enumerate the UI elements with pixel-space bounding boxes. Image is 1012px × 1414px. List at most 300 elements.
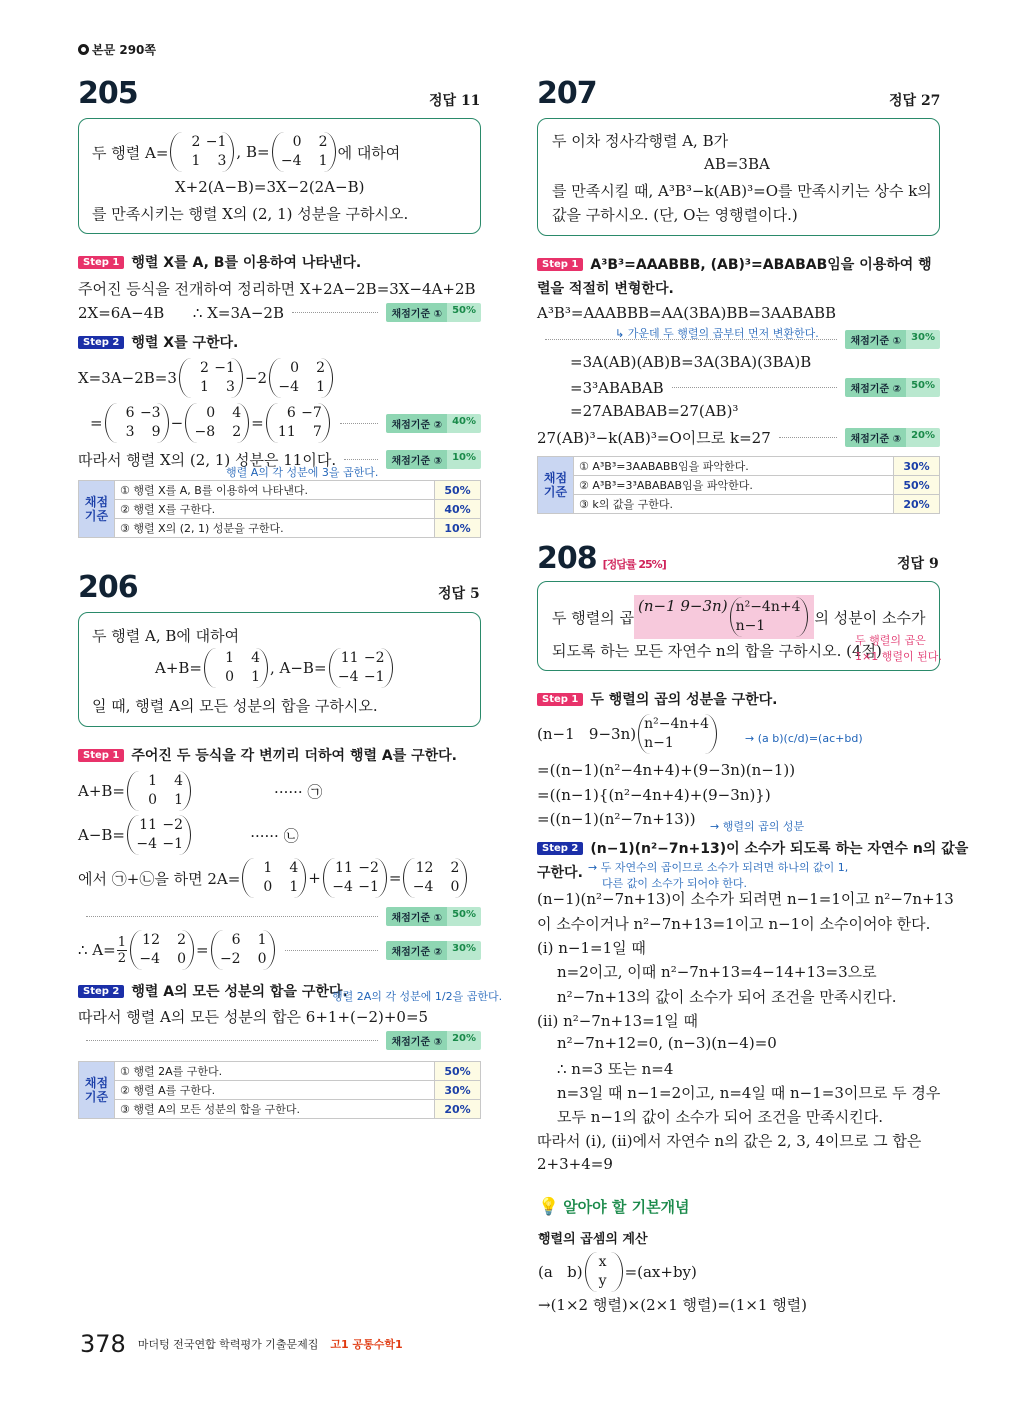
solution-line: n²−7n+13의 값이 소수가 되어 조건을 만족시킨다.: [557, 988, 897, 1006]
matrix-cell: 3: [125, 424, 135, 440]
criteria-table: [537, 456, 940, 514]
solution-line: [78, 358, 335, 398]
matrix-cell: −1: [363, 669, 385, 685]
concept-title: 알아야 할 기본개념: [563, 1198, 690, 1216]
matrix-cell: 1: [263, 860, 273, 876]
matrix-row: [278, 152, 330, 171]
matrix-cell: 0: [206, 405, 216, 421]
math-text: , A−B=: [270, 659, 327, 677]
question-line: [92, 132, 400, 172]
step-2: [78, 332, 238, 352]
math-text: AB=3BA: [704, 155, 770, 173]
matrix-cell: 0: [263, 879, 273, 895]
step-title: A³B³=AAABBB, (AB)³=ABABAB임을 이용하여 행: [590, 257, 932, 273]
question-line: [175, 178, 365, 196]
step-badge: Step 2: [78, 336, 124, 349]
matrix: [204, 648, 268, 688]
step-badge: Step 1: [537, 258, 583, 271]
question-line: 되도록 하는 모든 자연수 n의 합을 구하시오. (4점): [552, 642, 882, 660]
criteria-percent: 40%: [435, 500, 481, 519]
solution-line: (ii) n²−7n+13=1일 때: [537, 1012, 699, 1030]
math-text: 에 대하여: [337, 143, 401, 162]
matrix-cell: n²−4n+4: [644, 716, 710, 732]
math-text: 27(AB)³−k(AB)³=O이므로 k=27: [537, 429, 771, 447]
criteria-row: [79, 1062, 481, 1081]
math-text: 를 만족시키는 행렬 X의 (2, 1) 성분을 구하시오.: [92, 205, 409, 223]
step-title: 행렬 X를 구한다.: [131, 335, 239, 351]
question-line: [552, 130, 728, 151]
answer-value: 11: [460, 93, 481, 109]
math-text: =: [388, 869, 402, 887]
matrix: [127, 815, 191, 855]
annotation-text: 두 행렬의 곱은: [855, 634, 926, 647]
math-text: =: [90, 414, 103, 432]
matrix-cell: 2: [318, 134, 328, 150]
math-text: 값을 구하시오. (단, O는 영행렬이다.): [552, 206, 798, 224]
criteria-table: [78, 480, 481, 538]
math-text: 따라서 행렬 A의 모든 성분의 합은 6+1+(−2)+0=5: [78, 1008, 429, 1026]
annotation-text: 다른 값이 소수가 되어야 한다.: [602, 877, 747, 890]
dotted-leader: [672, 387, 838, 388]
scoring-criterion-tag: [845, 330, 940, 349]
matrix: [105, 403, 169, 443]
matrix-row: [111, 423, 163, 442]
solution-line: [537, 714, 719, 754]
matrix: [242, 858, 306, 898]
matrix-cell: x: [598, 1254, 607, 1270]
matrix-cell: −1: [214, 360, 235, 376]
solution-line: (n−1)(n²−7n+13)이 소수가 되려면 n−1=1이고 n²−7n+13: [537, 890, 954, 908]
matrix-cell: 0: [292, 134, 302, 150]
step-title: (n−1)(n²−7n+13)이 소수가 되도록 하는 자연수 n의 값을: [590, 841, 969, 857]
solution-line: [570, 378, 940, 397]
criteria-header: 채점 기준: [79, 481, 115, 538]
question-line: [92, 203, 408, 224]
criterion-percent: 30%: [447, 941, 481, 960]
question-line: [155, 648, 395, 688]
dotted-leader: [779, 437, 838, 438]
matrix: [403, 858, 467, 898]
question-line: [92, 625, 239, 646]
question-annotation: [855, 633, 942, 665]
question-text: 의 성분이 소수가: [814, 608, 926, 627]
annotation: → 행렬의 곱의 성분: [710, 820, 805, 833]
math-text: A−B=: [78, 826, 125, 844]
book-title: 마더텅 전국연합 학력평가 기출문제집: [137, 1338, 319, 1351]
solution-line: [78, 930, 481, 970]
concept-line: →(1×2 행렬)×(2×1 행렬)=(1×1 행렬): [538, 1296, 808, 1314]
step-1: [537, 254, 932, 274]
matrix: [185, 403, 249, 443]
math-text: =((n−1){(n²−4n+4)+(9−3n)}): [537, 786, 771, 804]
matrix-cell: 3: [225, 379, 235, 395]
matrix-row: [210, 649, 262, 668]
annotation-text: (a b)(c/d)=(ac+bd): [757, 732, 863, 745]
matrix-cell: 2: [177, 932, 186, 948]
matrix-cell: 1: [174, 792, 183, 808]
criterion-percent: 50%: [447, 907, 481, 926]
matrix: [179, 358, 243, 398]
matrix-row: [275, 359, 327, 378]
concept-heading: [538, 1196, 690, 1217]
step-title: 행렬 X를 A, B를 이용하여 나타낸다.: [131, 255, 362, 271]
criteria-text: ① 행렬 X를 A, B를 이용하여 나타낸다.: [115, 481, 435, 500]
matrix-row: [644, 734, 711, 753]
question-line: [704, 155, 770, 173]
matrix-row: [133, 816, 185, 835]
matrix-cell: 1: [225, 650, 234, 666]
highlighted-product: [634, 595, 814, 639]
matrix-cell: 1: [318, 153, 328, 169]
criteria-text: ① A³B³=3AABABB임을 파악한다.: [574, 457, 894, 476]
criterion-label: 채점기준 ③: [845, 428, 906, 447]
matrix-cell: 2: [316, 360, 325, 376]
criterion-percent: 50%: [906, 378, 940, 397]
matrix-row: [591, 1272, 617, 1291]
solution-line: (i) n−1=1일 때: [537, 939, 646, 957]
answer-label: 정답: [429, 93, 457, 109]
solution-line: 따라서 (i), (ii)에서 자연수 n의 값은 2, 3, 4이므로 그 합은: [537, 1132, 922, 1150]
matrix-row: [329, 878, 381, 897]
annotation-text: 행렬의 곱의 성분: [722, 820, 805, 833]
math-text: , B=: [236, 143, 270, 161]
step-2: [78, 981, 348, 1001]
criteria-row: [79, 1081, 481, 1100]
matrix-cell: 0: [177, 951, 186, 967]
matrix-cell: −3: [139, 405, 161, 421]
math-text: ······ ㉠: [193, 782, 323, 801]
answer-value: 9: [928, 556, 939, 572]
math-text: =((n−1)(n²−7n+13)): [537, 810, 696, 828]
scoring-criterion-tag: [386, 414, 481, 433]
matrix-row: [133, 791, 185, 810]
problem-number: 205: [78, 76, 138, 111]
solution-line: [78, 771, 322, 811]
matrix-row: [111, 404, 163, 423]
solution-line: [570, 402, 738, 420]
matrix-cell: 1: [289, 879, 299, 895]
matrix-row: [329, 859, 381, 878]
dotted-leader: [285, 950, 379, 951]
matrix-cell: 2: [232, 424, 242, 440]
problem-number: 207: [537, 76, 597, 111]
matrix-cell: −4: [280, 153, 302, 169]
math-text: 두 이차 정사각행렬 A, B가: [552, 132, 729, 150]
matrix-cell: 0: [148, 792, 157, 808]
math-text: =(ax+by): [624, 1263, 697, 1281]
criteria-percent: 30%: [435, 1081, 481, 1100]
dotted-leader: [340, 423, 379, 424]
column-matrix: [730, 597, 809, 637]
matrix-row: [217, 950, 269, 969]
matrix-cell: 12: [142, 932, 160, 948]
solution-line: [78, 1006, 428, 1027]
solution-line: n²−7n+12=0, (n−3)(n−4)=0: [557, 1034, 777, 1052]
criteria-header: 채점 기준: [79, 1062, 115, 1119]
matrix: [638, 714, 717, 754]
matrix-cell: −4: [136, 836, 157, 852]
solution-line: [537, 761, 795, 779]
math-text: 일 때, 행렬 A의 모든 성분의 합을 구하시오.: [92, 697, 378, 715]
matrix-cell: −1: [162, 836, 183, 852]
step-badge: Step 1: [537, 693, 583, 706]
math-text: =27ABABAB=27(AB)³: [570, 402, 739, 420]
matrix: [130, 930, 194, 970]
criteria-text: ② A³B³=3³ABABAB임을 파악한다.: [574, 476, 894, 495]
criterion-label: 채점기준 ②: [845, 378, 906, 397]
solution-line: [537, 786, 771, 804]
annotation: 행렬 2A의 각 성분에 1/2을 곱한다.: [332, 990, 503, 1003]
math-text: 를 만족시킬 때, A³B³−k(AB)³=O를 만족시키는 상수 k의: [552, 182, 932, 200]
matrix-cell: −7: [301, 405, 322, 421]
math-text: −: [170, 414, 184, 432]
criterion-label: 채점기준 ①: [386, 303, 447, 322]
criteria-text: ③ 행렬 A의 모든 성분의 합을 구한다.: [115, 1100, 435, 1119]
criteria-text: ② 행렬 X를 구한다.: [115, 500, 435, 519]
matrix-row: [272, 404, 324, 423]
question-text: 두 행렬의 곱: [552, 608, 634, 627]
criteria-row: [538, 457, 940, 476]
solution-line: [537, 810, 696, 828]
denominator: 2: [117, 950, 126, 966]
matrix-row: [136, 950, 188, 969]
matrix-row: [191, 423, 243, 442]
annotation: → 두 자연수의 곱이므로 소수가 되려면 하나의 값이 1, 다른 값이 소수가 되어야 한다.: [588, 861, 849, 890]
step-badge: Step 2: [78, 985, 124, 998]
matrix-row: [409, 859, 461, 878]
criteria-row: [79, 481, 481, 500]
criterion-label: 채점기준 ①: [386, 907, 447, 926]
matrix-cell: −4: [332, 879, 353, 895]
criteria-percent: 50%: [894, 476, 940, 495]
matrix: [329, 648, 393, 688]
dotted-leader: [545, 339, 837, 340]
math-text: 두 행렬 A, B에 대하여: [92, 627, 240, 645]
math-text: A³B³=AAABBB=AA(3BA)BB=3AABABB: [537, 304, 837, 322]
answer: [897, 553, 939, 573]
math-text: ······ ㉡: [193, 826, 299, 845]
step-1: [78, 745, 457, 765]
annotation-text: 1×1 행렬이 된다.: [855, 650, 942, 663]
criteria-percent: 50%: [435, 481, 481, 500]
criterion-percent: 30%: [906, 330, 940, 349]
criterion-percent: 50%: [447, 303, 481, 322]
matrix-row: [335, 668, 387, 687]
criteria-percent: 30%: [894, 457, 940, 476]
math-text: 따라서 행렬 X의 (2, 1) 성분은 11이다.: [78, 451, 337, 469]
correct-rate: [정답률 25%]: [602, 558, 666, 571]
solution-line: [537, 330, 940, 349]
criteria-row: [79, 519, 481, 538]
criteria-text: ① 행렬 2A를 구한다.: [115, 1062, 435, 1081]
solution-line: [537, 304, 836, 322]
scoring-criterion-tag: [386, 303, 481, 322]
matrix-cell: 4: [251, 650, 260, 666]
matrix: [127, 771, 191, 811]
matrix-cell: n²−4n+4: [735, 599, 801, 615]
matrix-cell: 1: [251, 669, 260, 685]
math-text: =3A(AB)(AB)B=3A(3BA)(3BA)B: [570, 353, 812, 371]
matrix-cell: 9: [151, 424, 161, 440]
step-1: [537, 689, 777, 709]
row-matrix: (n−1 9−3n): [638, 597, 728, 615]
solution-line: 이 소수이거나 n²−7n+13=1이고 n−1이 소수이어야 한다.: [537, 915, 931, 933]
step-badge: Step 1: [78, 256, 124, 269]
matrix-cell: 0: [225, 669, 234, 685]
matrix-cell: 6: [286, 405, 296, 421]
matrix-row: [248, 878, 300, 897]
matrix-cell: −8: [194, 424, 216, 440]
math-text: (a b): [538, 1263, 583, 1281]
solution-line: [78, 907, 481, 926]
step-title-cont: 구한다.: [537, 865, 583, 881]
annotation: → (a b)(c/d)=(ac+bd): [745, 732, 863, 745]
math-text: =((n−1)(n²−4n+4)+(9−3n)(n−1)): [537, 761, 796, 779]
matrix-cell: 2: [191, 134, 201, 150]
answer: [889, 90, 940, 110]
matrix-row: [136, 931, 188, 950]
scoring-criterion-tag: [845, 428, 940, 447]
page-number: 378: [80, 1330, 126, 1358]
matrix-cell: −2: [219, 951, 241, 967]
criterion-percent: 10%: [447, 450, 481, 469]
solution-line: [90, 403, 481, 443]
criteria-row: [79, 1100, 481, 1119]
matrix-cell: 12: [415, 860, 434, 876]
scoring-criterion-tag: [386, 450, 481, 469]
matrix-cell: −2: [162, 817, 183, 833]
matrix-row: [644, 715, 711, 734]
answer: [438, 583, 480, 603]
matrix: [266, 403, 330, 443]
solution-line: [78, 858, 469, 898]
question-line: [552, 180, 932, 201]
annotation-text: 두 자연수의 곱이므로 소수가 되려면 하나의 값이 1,: [600, 861, 849, 874]
matrix-row: [176, 133, 228, 152]
answer-value: 5: [469, 586, 480, 602]
numerator: 1: [117, 934, 126, 950]
criterion-percent: 20%: [906, 428, 940, 447]
answer-label: 정답: [897, 556, 925, 572]
criterion-label: 채점기준 ③: [386, 450, 447, 469]
step-2: [537, 838, 968, 858]
criteria-percent: 20%: [435, 1100, 481, 1119]
matrix-cell: 0: [290, 360, 299, 376]
math-text: A+B=: [155, 659, 202, 677]
matrix-cell: −4: [337, 669, 359, 685]
math-text: ∴ A=: [78, 941, 116, 959]
matrix-row: [591, 1253, 617, 1272]
criteria-row: [538, 495, 940, 514]
math-text: (n−1 9−3n): [537, 725, 637, 743]
problem-number: [537, 541, 666, 576]
matrix-row: [133, 835, 185, 854]
math-text: A+B=: [78, 782, 125, 800]
reference-text: 본문 290쪽: [92, 43, 157, 57]
matrix-cell: n−1: [644, 735, 674, 751]
math-text: =: [196, 941, 209, 959]
step-badge: Step 1: [78, 749, 124, 762]
math-text: 에서 ㉠+㉡을 하면 2A=: [78, 869, 241, 888]
concept-subtitle: 행렬의 곱셈의 계산: [538, 1232, 648, 1247]
matrix-cell: n−1: [735, 618, 766, 634]
concept-line: [538, 1252, 697, 1292]
matrix-cell: 1: [148, 773, 157, 789]
criteria-row: [538, 476, 940, 495]
fraction: [117, 935, 127, 966]
answer-label: 정답: [889, 93, 917, 109]
matrix-row: [185, 359, 237, 378]
step-title: 두 행렬의 곱의 성분을 구한다.: [590, 692, 778, 708]
matrix-cell: −2: [363, 650, 385, 666]
matrix-cell: 11: [335, 860, 353, 876]
solution-line: [78, 815, 299, 855]
matrix-row: [176, 152, 228, 171]
matrix-cell: −1: [205, 134, 227, 150]
solution-line: [78, 303, 481, 322]
matrix-row: [185, 378, 237, 397]
matrix-row: [210, 668, 262, 687]
criterion-label: 채점기준 ①: [845, 330, 906, 349]
matrix: [585, 1252, 623, 1292]
criterion-label: 채점기준 ③: [386, 1031, 447, 1050]
dotted-leader: [344, 459, 378, 460]
solution-line: n=3일 때 n−1=2이고, n=4일 때 n−1=3이므로 두 경우: [557, 1084, 941, 1102]
math-text: =: [251, 414, 264, 432]
step-title: 행렬 A의 모든 성분의 합을 구한다.: [131, 984, 348, 1000]
question-line: [552, 204, 798, 225]
step-1: [78, 252, 361, 272]
matrix-cell: 11: [340, 650, 359, 666]
lightbulb-icon: 💡: [538, 1196, 560, 1217]
math-text: −2: [244, 369, 267, 387]
answer: [429, 90, 480, 110]
matrix-cell: −4: [412, 879, 434, 895]
matrix-cell: 7: [312, 424, 322, 440]
criteria-header: 채점 기준: [538, 457, 574, 514]
criteria-text: ③ 행렬 X의 (2, 1) 성분을 구한다.: [115, 519, 435, 538]
criteria-percent: 50%: [435, 1062, 481, 1081]
matrix: [323, 858, 387, 898]
footer: [80, 1330, 403, 1358]
subject: 고1 공통수학1: [330, 1338, 403, 1351]
matrix-cell: 1: [199, 379, 209, 395]
matrix-row: [335, 649, 387, 668]
matrix-row: [278, 133, 330, 152]
circle-icon: [78, 44, 89, 55]
matrix-row: [272, 423, 324, 442]
matrix-row: [409, 878, 461, 897]
scoring-criterion-tag: [386, 1031, 481, 1050]
matrix-row: [217, 931, 269, 950]
step-badge: Step 2: [537, 842, 583, 855]
scoring-criterion-tag: [845, 378, 940, 397]
answer-value: 27: [920, 93, 941, 109]
solution-line: ∴ n=3 또는 n=4: [557, 1060, 674, 1078]
matrix-row: [275, 378, 327, 397]
matrix-cell: −2: [358, 860, 379, 876]
criteria-percent: 20%: [894, 495, 940, 514]
scoring-criterion-tag: [386, 941, 481, 960]
criteria-text: ③ k의 값을 구한다.: [574, 495, 894, 514]
matrix-cell: 4: [289, 860, 299, 876]
criteria-table: [78, 1061, 481, 1119]
dotted-leader: [292, 312, 378, 313]
matrix-cell: −1: [358, 879, 379, 895]
math-text: 2X=6A−4B ∴ X=3A−2B: [78, 303, 284, 322]
answer-label: 정답: [438, 586, 466, 602]
criterion-percent: 40%: [447, 414, 481, 433]
